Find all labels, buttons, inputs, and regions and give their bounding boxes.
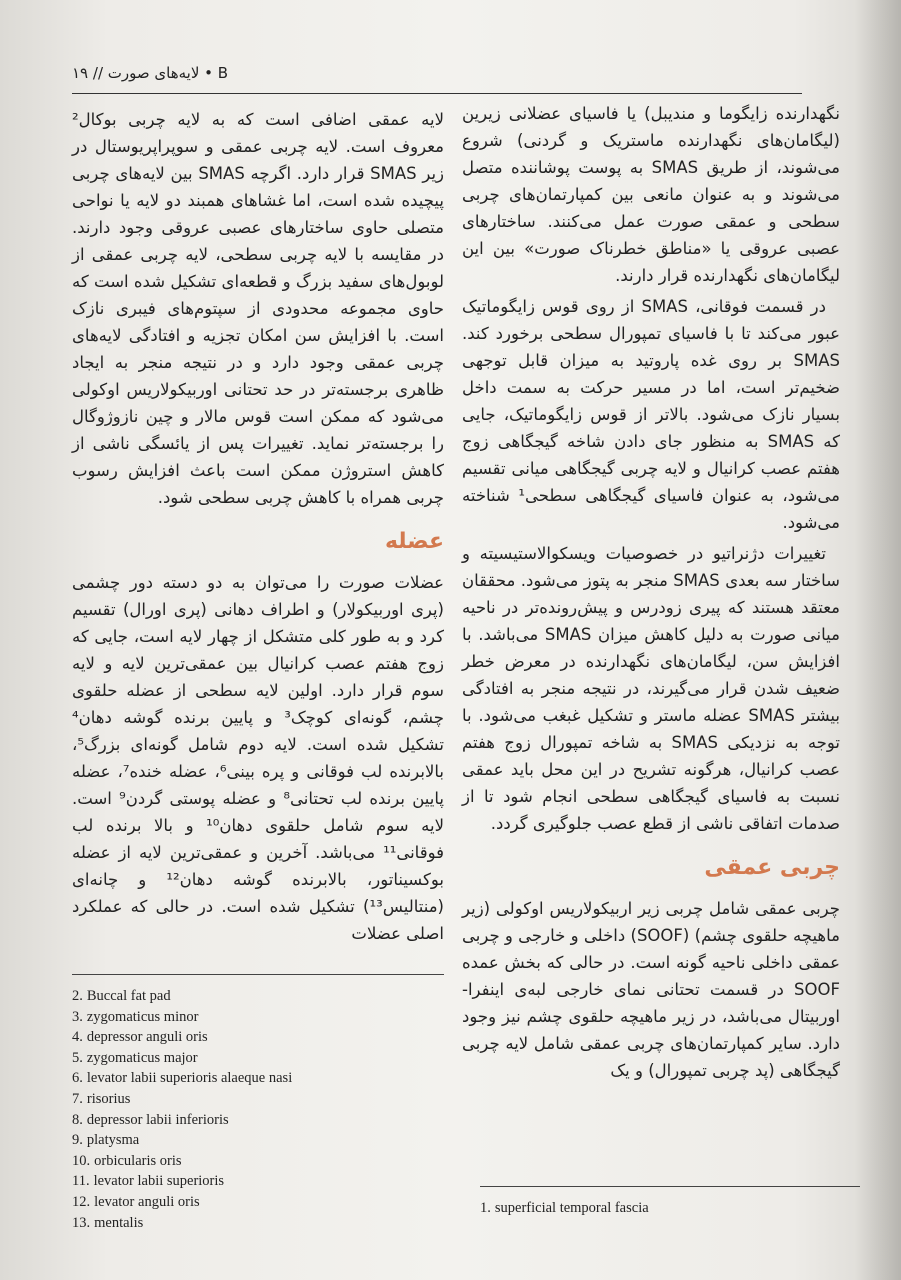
footnote-number: 13.	[72, 1214, 91, 1231]
footnote-text: levator labii superioris alaeque nasi	[86, 1070, 293, 1087]
footnotes-right	[480, 1198, 860, 1219]
footnote-number: 8.	[72, 1111, 83, 1128]
footnote-number: 6.	[72, 1070, 83, 1087]
footnote-number: 9.	[72, 1132, 83, 1149]
page-edge-shadow	[855, 0, 901, 1280]
footnote-item	[72, 1213, 444, 1234]
running-title: B • لایه‌های صورت // ۱۹	[72, 64, 229, 82]
footnote-rule-right	[480, 1186, 860, 1187]
footnote-item	[72, 1089, 444, 1110]
footnote-text: levator labii superioris	[93, 1173, 225, 1190]
footnote-text: depressor anguli oris	[86, 1029, 208, 1046]
footnote-item	[72, 1068, 444, 1089]
footnote-text: depressor labii inferioris	[86, 1111, 229, 1128]
left-paragraph-1: لایه عمقی اضافی است که به لایه چربی بوکال² معروف است. لایه چربی عمقی و سوپراپریوستال در زیر SMAS قرار دارد. اگرچه SMAS بین لایه‌های چربی پیچیده شده است، اما غشاهای همبند دو لایه یا نواحی متصلی حاوی ساختارهای عصبی عروقی وجود دارند. در مقایسه با لایه چربی سطحی، لایه چربی عمقی از لوبول‌های سفید بزرگ و قطعه‌ای تشکیل شده است که حاوی مجموعه محدودی از سپتوم‌های فیبری نازک است. با افزایش سن امکان تجزیه و افتادگی لایه‌های چربی عمقی وجود دارد و در نتیجه منجر به ایجاد ظاهری برجسته‌تر در حد تحتانی اوربیکولاریس اوکولی می‌شود که ممکن است قوس مالار و چین نازوژوگال را برجسته‌تر نماید. تغییرات پس از یائسگی ناشی از کاهش استروژن ممکن است باعث افزایش رسوب چربی همراه با کاهش چربی سطحی شود.	[72, 110, 445, 507]
footnote-number: 7.	[72, 1090, 83, 1107]
footnote-text: orbicularis oris	[94, 1152, 182, 1169]
footnote-item	[72, 986, 444, 1007]
footnote-text: superficial temporal fascia	[494, 1200, 649, 1216]
footnote-text: levator anguli oris	[94, 1193, 200, 1210]
footnotes-left	[72, 986, 444, 1233]
footnote-number: 1.	[480, 1200, 491, 1216]
footnote-number: 2.	[72, 988, 83, 1004]
footnote-item	[72, 1110, 444, 1131]
footnote-text: Buccal fat pad	[86, 988, 171, 1004]
footnote-item	[72, 1048, 444, 1069]
left-paragraph-2: عضلات صورت را می‌توان به دو دسته دور چشمی (پری اوربیکولار) و اطراف دهانی (پری اورال) تقسیم کرد و به طور کلی متشکل از چهار لایه است، جایی که زوج هفتم عصب کرانیال بین عمقی‌ترین لایه و لایه سوم قرار دارد. اولین لایه سطحی از عضله حلقوی چشم، گونه‌ای کوچک³ و پایین برنده گوشه دهان⁴ تشکیل شده است. لایه دوم شامل گونه‌ای بزرگ⁵، بالابرنده لب فوقانی و پره بینی⁶، عضله خنده⁷، عضله پایین برنده لب تحتانی⁸ و عضله پوستی گردن⁹ است. لایه سوم شامل حلقوی دهان¹⁰ و بالا برنده لب فوقانی¹¹ می‌باشد. آخرین و عمقی‌ترین لایه از عضله بوکسیناتور، بالابرنده گوشه دهان¹² و چانه‌ای (منتالیس¹³) تشکیل شده است. در حالی که عملکرد اصلی عضلات	[72, 573, 445, 943]
section-heading-deep-fat: چربی عمقی	[704, 855, 840, 880]
left-column	[72, 106, 444, 951]
footnote-number: 4.	[72, 1029, 83, 1046]
footnote-text: zygomaticus minor	[86, 1008, 199, 1025]
right-paragraph-1: نگهدارنده زایگوما و مندیبل) یا فاسیای عضلانی زیرین (لیگامان‌های نگهدارنده ماستریک و گردنی) شروع می‌شوند، از طریق SMAS به پوست پوشاننده متصل می‌شوند و به عنوان مانعی بین کمپارتمان‌های چربی سطحی و عمقی صورت عمل می‌کنند. ساختارهای عصبی عروقی یا «مناطق خطرناک صورت» بین این لیگامان‌های نگهدارنده قرار دارند.	[462, 104, 840, 285]
footnote-item	[480, 1198, 860, 1219]
footnote-item	[72, 1192, 444, 1213]
section-heading-muscle: عضله	[384, 529, 444, 554]
footnote-number: 12.	[72, 1193, 91, 1210]
footnote-text: zygomaticus major	[86, 1049, 198, 1066]
footnote-number: 11.	[72, 1173, 90, 1190]
footnote-rule-left	[72, 974, 444, 975]
footnote-item	[72, 1151, 444, 1172]
right-paragraph-2: در قسمت فوقانی، SMAS از روی قوس زایگوماتیک عبور می‌کند تا با فاسیای تمپورال سطحی برخورد کند. SMAS بر روی غده پاروتید به میزان قابل توجهی ضخیم‌تر است، اما در مسیر حرکت به سمت داخل بسیار نازک می‌شود. بالاتر از قوس زایگوماتیک، جایی که SMAS به منظور جای دادن شاخه گیجگاهی زوج هفتم عصب کرانیال و لایه چربی گیجگاهی میانی تقسیم می‌شود، به عنوان فاسیای گیجگاهی سطحی¹ شناخته می‌شود.	[462, 297, 840, 532]
footnote-item	[72, 1007, 444, 1028]
footnote-text: mentalis	[94, 1214, 144, 1231]
footnote-item	[72, 1027, 444, 1048]
footnote-number: 10.	[72, 1152, 91, 1169]
footnote-item	[72, 1130, 444, 1151]
footnote-number: 5.	[72, 1049, 83, 1066]
header-rule	[72, 93, 802, 94]
right-paragraph-4: چربی عمقی شامل چربی زیر اربیکولاریس اوکولی (زیر ماهیچه حلقوی چشم) (SOOF) داخلی و خارجی و چربی عمقی داخلی ناحیه گونه است. در حالی که بخش عمده SOOF در قسمت تحتانی نمای خارجی لبه‌ی اینفرا-اوربیتال می‌باشد، در زیر ماهیچه حلقوی چشم نیز وجود دارد. سایر کمپارتمان‌های چربی عمقی شامل لایه چربی گیجگاهی (پد چربی تمپورال) و یک	[462, 899, 841, 1080]
footnote-number: 3.	[72, 1008, 83, 1025]
footnote-item	[72, 1171, 444, 1192]
right-column	[462, 100, 840, 1088]
footnote-text: risorius	[86, 1090, 131, 1107]
footnote-text: platysma	[86, 1132, 140, 1149]
right-paragraph-3: تغییرات دژنراتیو در خصوصیات ویسکوالاستیسیته و ساختار سه بعدی SMAS منجر به پتوز می‌شود. محققان معتقد هستند که پیری زودرس و پیش‌رونده‌تر در ناحیه میانی صورت به دلیل کاهش میزان SMAS می‌باشد. با افزایش سن، لیگامان‌های نگهدارنده در معرض خطر ضعیف شدن قرار می‌گیرند، در نتیجه منجر به افتادگی بیشتر SMAS عضله ماستر و تشکیل غبغب می‌شود. با توجه به نزدیکی SMAS به شاخه تمپورال زوج هفتم عصب کرانیال، هرگونه تشریح در این محل باید عمقی نسبت به فاسیای گیجگاهی سطحی انجام شود تا از صدمات اتفاقی ناشی از قطع عصب جلوگیری گردد.	[462, 544, 840, 833]
page-header	[72, 64, 802, 88]
